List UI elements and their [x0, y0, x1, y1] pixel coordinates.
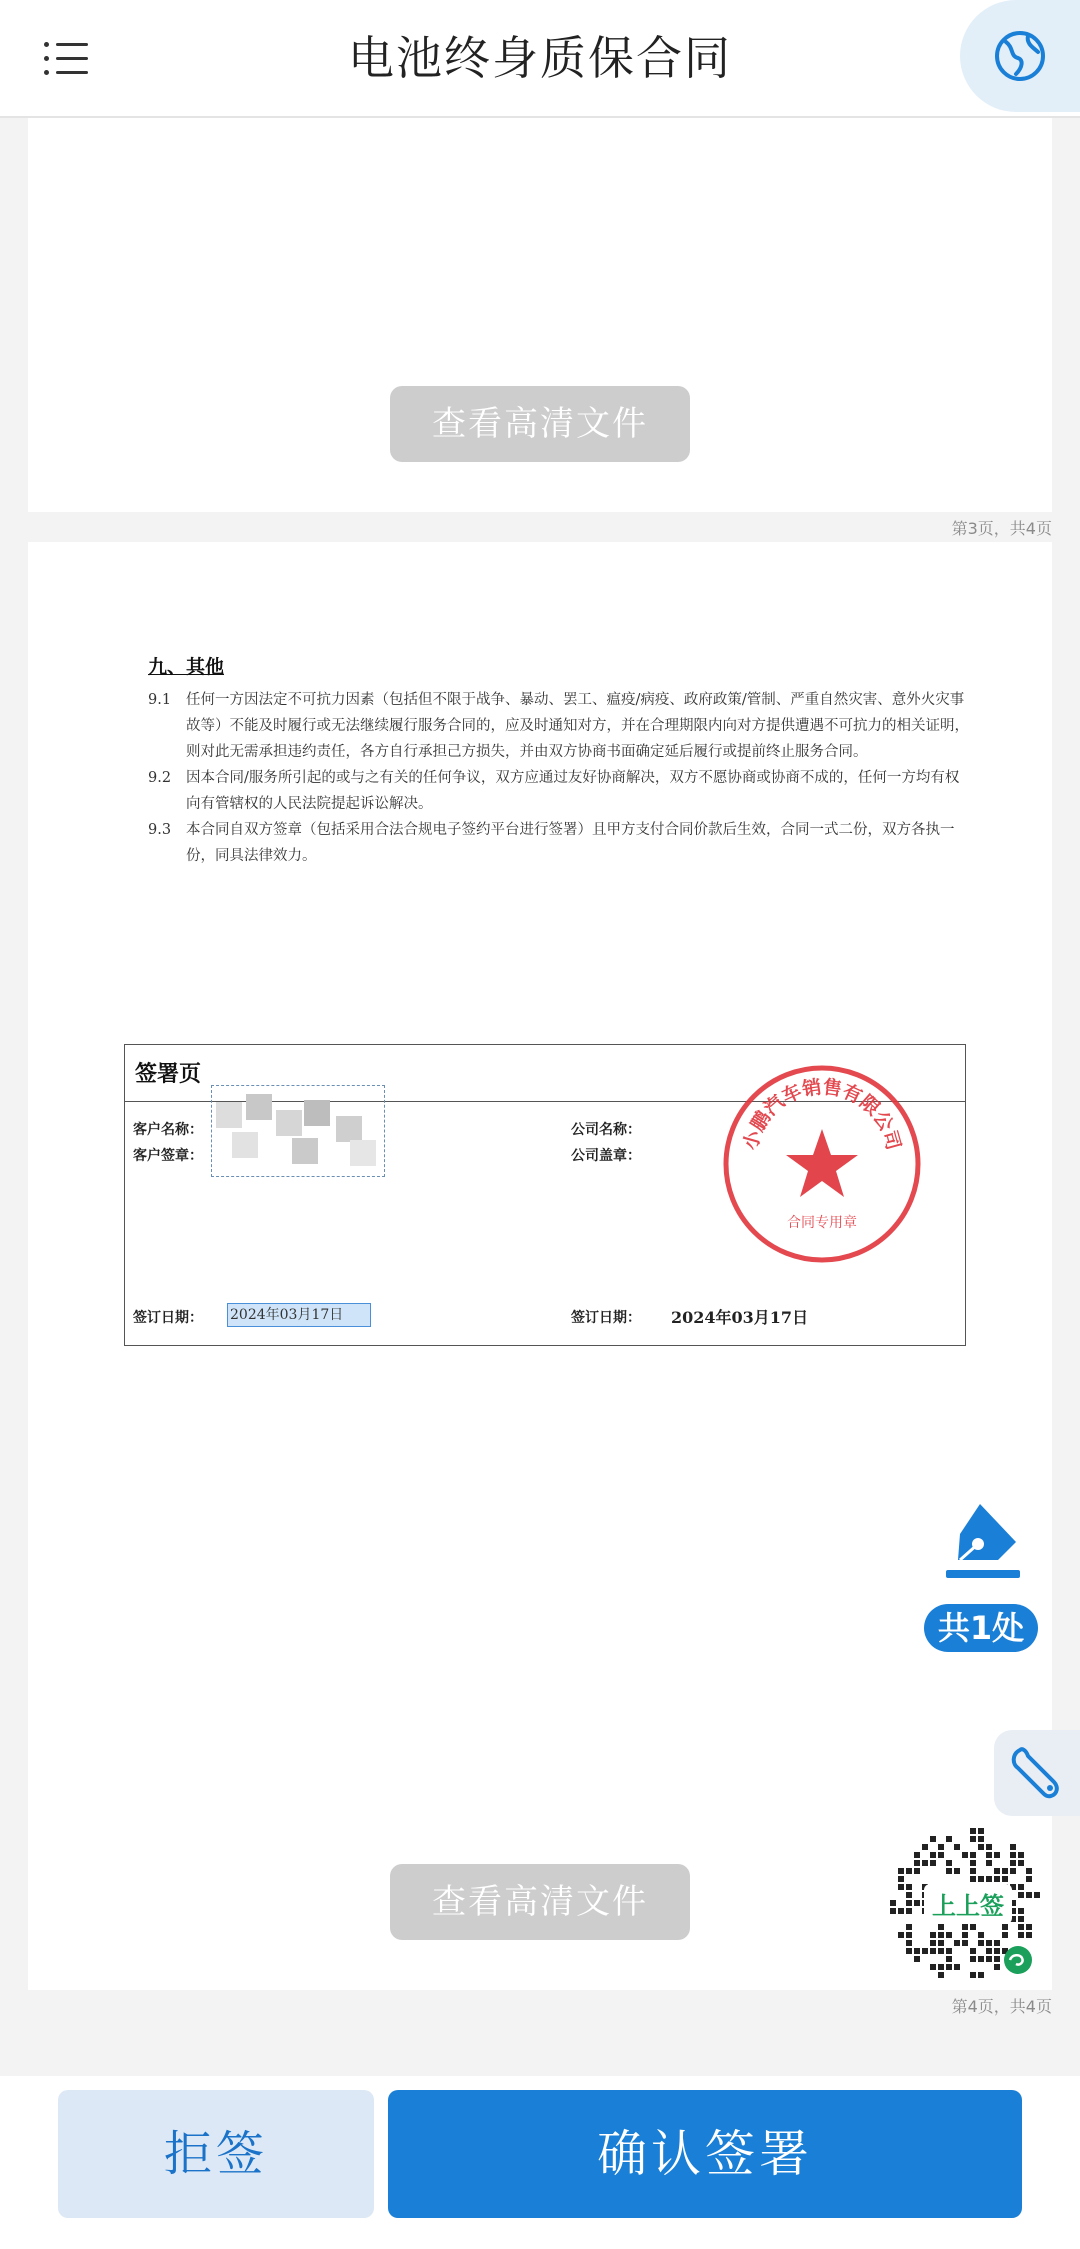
clause-item [148, 687, 970, 765]
signature-table [124, 1044, 966, 1346]
customer-name-label: 客户名称： [133, 1122, 203, 1138]
company-date-label: 签订日期： [571, 1310, 641, 1326]
bottom-action-bar [0, 2076, 1080, 2249]
contract-text [120, 652, 970, 869]
clause-number: 9.2 [148, 770, 172, 786]
document-page-4 [28, 542, 1052, 1990]
customer-date-field[interactable]: 2024年03月17日 [227, 1303, 371, 1327]
clause-item [148, 817, 970, 869]
customer-date-label: 签订日期： [133, 1310, 203, 1326]
customer-signature-field[interactable] [211, 1085, 385, 1177]
signature-title: 签署页 [135, 1061, 202, 1087]
clause-text: 本合同自双方签章（包括采用合法合规电子签约平台进行签署）且甲方支付合同价款后生效，合同一式二份，双方各执一份，同具法律效力。 [186, 822, 955, 864]
stamp-bottom-text: 合同专用章 [787, 1215, 857, 1231]
view-hd-file-button[interactable]: 查看高清文件 [390, 1864, 690, 1940]
document-page-3 [28, 118, 1052, 512]
wrench-icon [1008, 1744, 1064, 1800]
qr-label: 上上签 [932, 1892, 1004, 1920]
signature-count-badge: 共1处 [924, 1604, 1038, 1652]
stamp-top-text: 小鹏汽车销售有限公司 [739, 1076, 905, 1153]
clause-item [148, 765, 970, 817]
clause-text: 任何一方因法定不可抗力因素（包括但不限于战争、暴动、罢工、瘟疫/病疫、政府政策/管制、严重自然灾害、意外火灾事故等）不能及时履行或无法继续履行服务合同的，应及时通知对方，并在合理期限内向对方提供遭遇不可抗力的相关证明，则对此无需承担违约责任，各方自行承担己方损失，并由双方协商书面确定延后履行或提前终止服务合同。 [186, 692, 969, 760]
view-hd-file-button[interactable]: 查看高清文件 [390, 386, 690, 462]
sign-pen-icon [938, 1498, 1028, 1588]
clause-text: 因本合同/服务所引起的或与之有关的任何争议，双方应通过友好协商解决，双方不愿协商或协商不成的，任何一方均有权向有管辖权的人民法院提起诉讼解决。 [186, 770, 960, 812]
clause-number: 9.1 [148, 692, 172, 708]
section-title: 九、其他 [148, 656, 225, 678]
company-stamp [717, 1059, 927, 1269]
company-name-label: 公司名称： [571, 1122, 641, 1138]
reject-sign-button[interactable]: 拒签 [58, 2090, 374, 2218]
page-number-4: 第4页，共4页 [951, 1997, 1052, 2016]
page-title: 电池终身质保合同 [348, 31, 732, 85]
customer-seal-label: 客户签章： [133, 1148, 203, 1164]
company-date: 2024年03月17日 [671, 1308, 809, 1327]
qr-code[interactable] [884, 1822, 1052, 1990]
globe-button[interactable] [960, 0, 1080, 112]
globe-icon [992, 28, 1048, 84]
confirm-sign-button[interactable]: 确认签署 [388, 2090, 1022, 2218]
signature-locator-button[interactable] [924, 1498, 1044, 1658]
page-number-3: 第3页，共4页 [951, 519, 1052, 538]
clause-number: 9.3 [148, 822, 172, 838]
tools-button[interactable] [994, 1730, 1080, 1816]
company-seal-label: 公司盖章： [571, 1148, 641, 1164]
top-bar [0, 0, 1080, 118]
